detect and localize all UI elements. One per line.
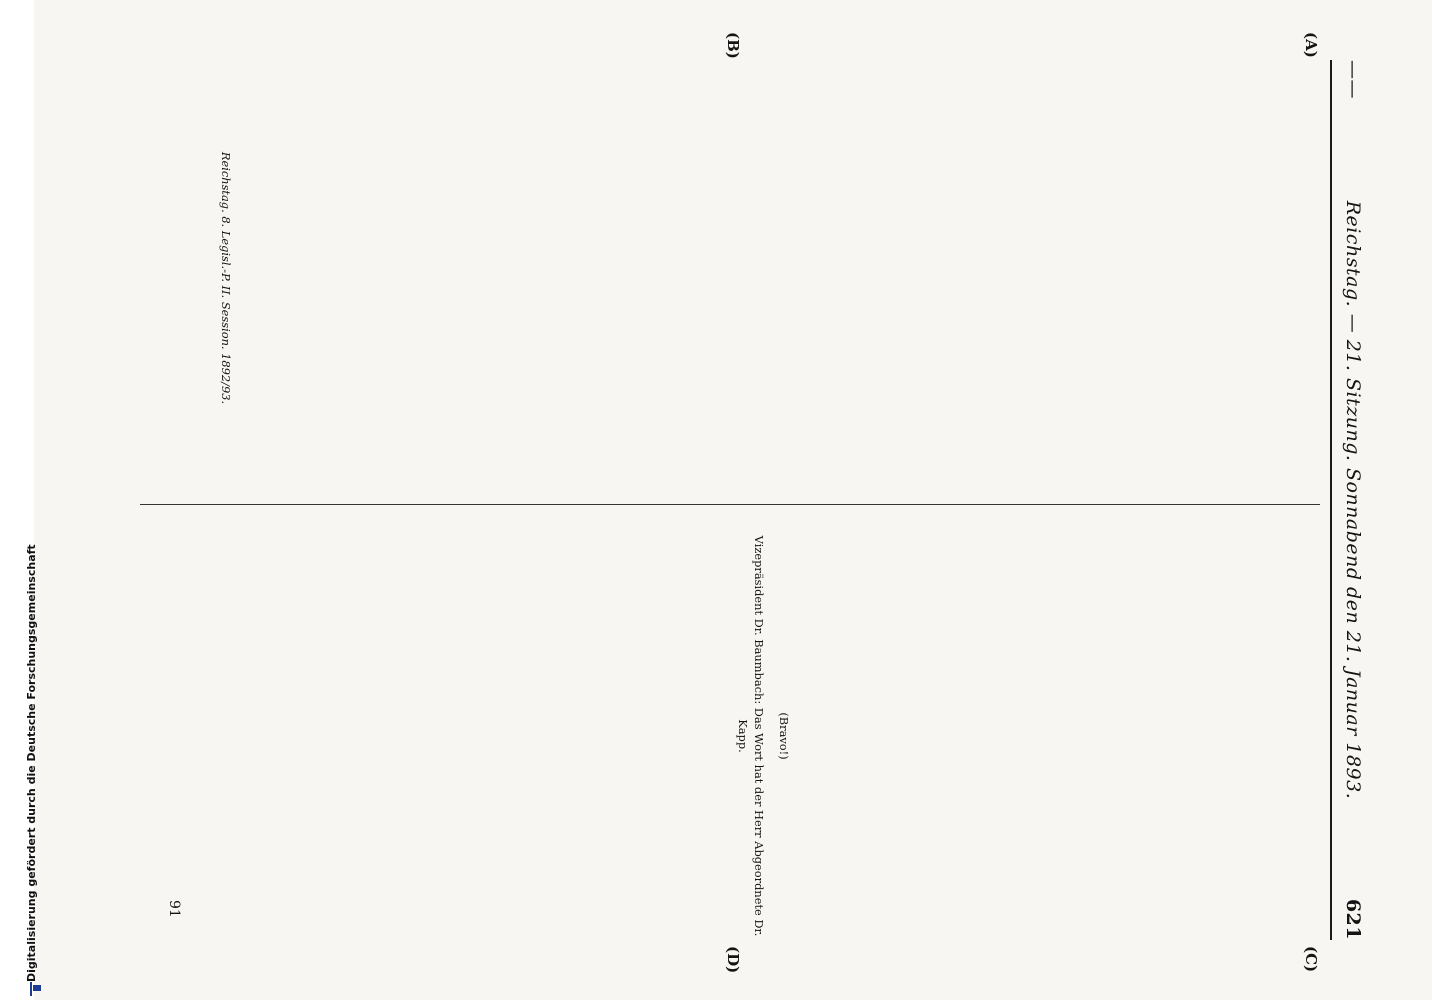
header-dash: —— xyxy=(1342,60,1364,99)
page-number: 621 xyxy=(1342,898,1364,940)
applause-note: (Bravo!) xyxy=(777,712,791,760)
margin-marker-c: (C) xyxy=(1302,946,1320,973)
credit-text: Digitalisierung gefördert durch die Deutsche Forschungsgemeinschaft xyxy=(24,544,38,982)
right-column-body-bottom xyxy=(166,520,726,952)
page-title: Reichstag. — 21. Sitzung. Sonnabend den 21. Januar 1893. xyxy=(1342,200,1364,800)
right-column-body-top xyxy=(800,520,1320,952)
margin-marker-d: (D) xyxy=(724,946,742,974)
left-column xyxy=(140,62,1320,494)
page-header xyxy=(1330,60,1366,940)
margin-marker-b: (B) xyxy=(724,32,742,59)
speaker-announcement: Vizepräsident Dr. Baumbach: Das Wort hat der Herr Abgeordnete Dr. Kapp. xyxy=(735,535,767,937)
right-column xyxy=(140,520,1320,952)
left-column-footnote: Reichstag. 8. Legisl.-P. II. Session. 1892/93. xyxy=(219,151,233,405)
margin-marker-a: (A) xyxy=(1302,32,1320,58)
left-column-body xyxy=(240,62,1320,494)
footer-number: 91 xyxy=(166,900,182,918)
column-divider xyxy=(140,504,1320,505)
